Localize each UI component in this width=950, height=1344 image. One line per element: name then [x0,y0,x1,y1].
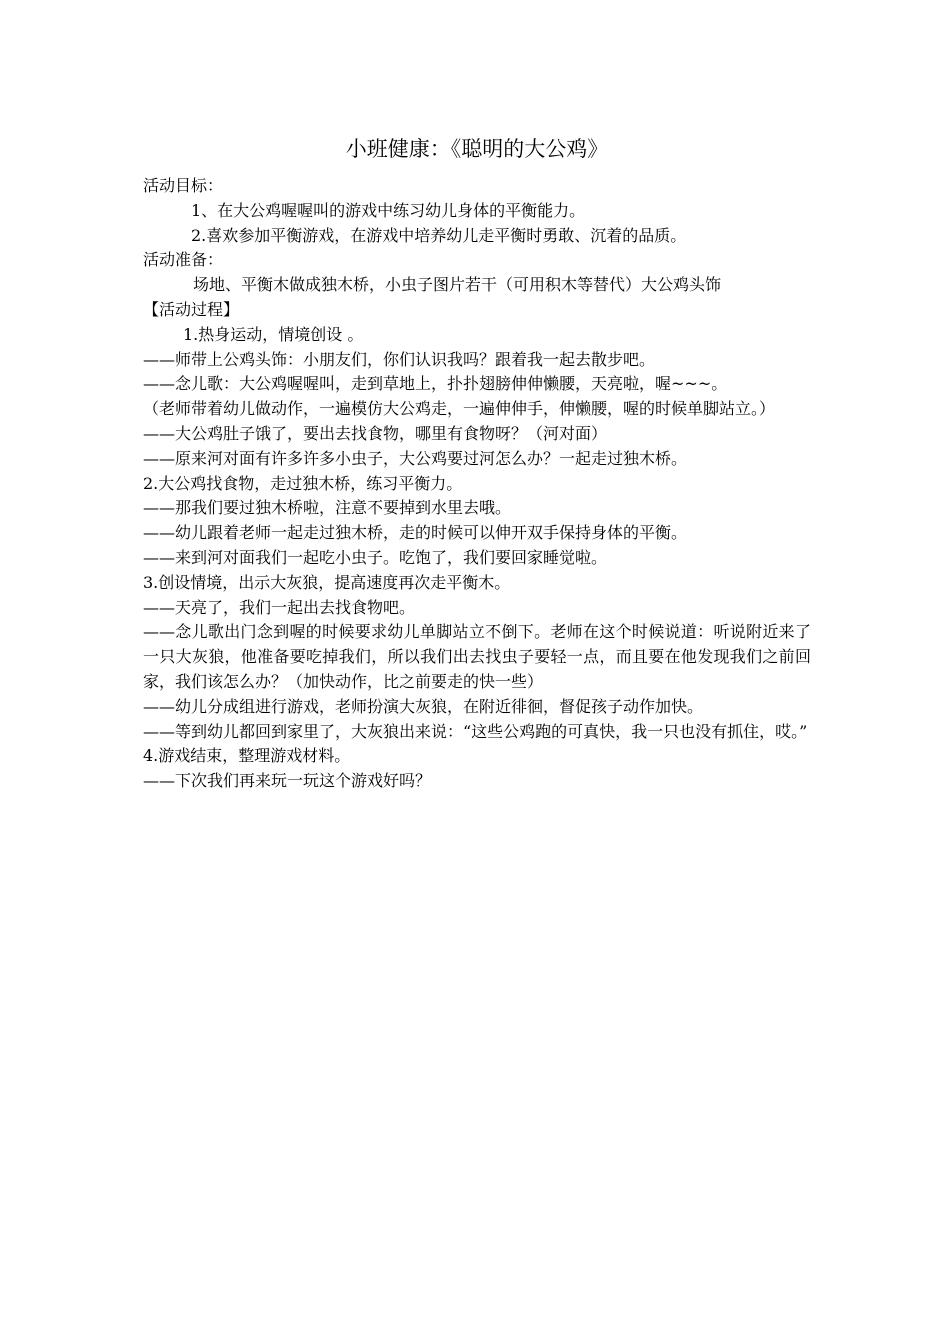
step-heading-3: 3.创设情境，出示大灰狼，提高速度再次走平衡木。 [143,572,511,592]
paragraph: ——等到幼儿都回到家里了，大灰狼出来说：“这些公鸡跑的可真快，我一只也没有抓住，哎。” [143,721,808,741]
step-heading-2: 2.大公鸡找食物，走过独木桥，练习平衡力。 [143,473,463,493]
paragraph: ——幼儿分成组进行游戏，老师扮演大灰狼，在附近徘徊，督促孩子动作加快。 [143,696,704,716]
section-heading-preparation: 活动准备： [143,250,224,270]
section-heading-goals: 活动目标： [143,176,224,195]
goal-item-1: 1、在大公鸡喔喔叫的游戏中练习幼儿身体的平衡能力。 [191,200,586,220]
paragraph: ——幼儿跟着老师一起走过独木桥，走的时候可以伸开双手保持身体的平衡。 [143,523,688,543]
paragraph: ——师带上公鸡头饰：小朋友们，你们认识我吗？跟着我一起去散步吧。 [143,349,656,369]
step-heading-1: 1.热身运动，情境创设 。 [183,324,364,344]
paragraph: ——下次我们再来玩一玩这个游戏好吗？ [143,771,432,791]
document-title: 小班健康：《聪明的大公鸡》 [345,137,609,161]
document-content [143,132,811,794]
paragraph: ——大公鸡肚子饿了，要出去找食物，哪里有食物呀？（河对面） [143,423,608,443]
paragraph: ——原来河对面有许多许多小虫子，大公鸡要过河怎么办？一起走过独木桥。 [143,448,688,468]
section-heading-process: 【活动过程】 [143,299,240,319]
goal-item-2: 2.喜欢参加平衡游戏，在游戏中培养幼儿走平衡时勇敢、沉着的品质。 [191,225,687,245]
paragraph: ——念儿歌出门念到喔的时候要求幼儿单脚站立不倒下。老师在这个时候说道：听说附近来了一只大灰狼，他准备要吃掉我们，所以我们出去找虫子要轻一点，而且要在他发现我们之前回家，我们该怎么办？（加快动作，比之前要走的快一些） [143,622,811,691]
paragraph: ——念儿歌：大公鸡喔喔叫，走到草地上，扑扑翅膀伸伸懒腰，天亮啦，喔~~~。 [143,374,728,394]
paragraph: ——天亮了，我们一起出去找食物吧。 [143,597,416,617]
paragraph: （老师带着幼儿做动作，一遍模仿大公鸡走，一遍伸伸手，伸懒腰，喔的时候单脚站立。） [143,399,776,419]
step-heading-4: 4.游戏结束，整理游戏材料。 [143,746,351,766]
preparation-text: 场地、平衡木做成独木桥，小虫子图片若干（可用积木等替代）大公鸡头饰 [193,275,722,295]
paragraph: ——来到河对面我们一起吃小虫子。吃饱了，我们要回家睡觉啦。 [143,547,608,567]
paragraph: ——那我们要过独木桥啦，注意不要掉到水里去哦。 [143,498,512,518]
document-body [143,174,811,794]
